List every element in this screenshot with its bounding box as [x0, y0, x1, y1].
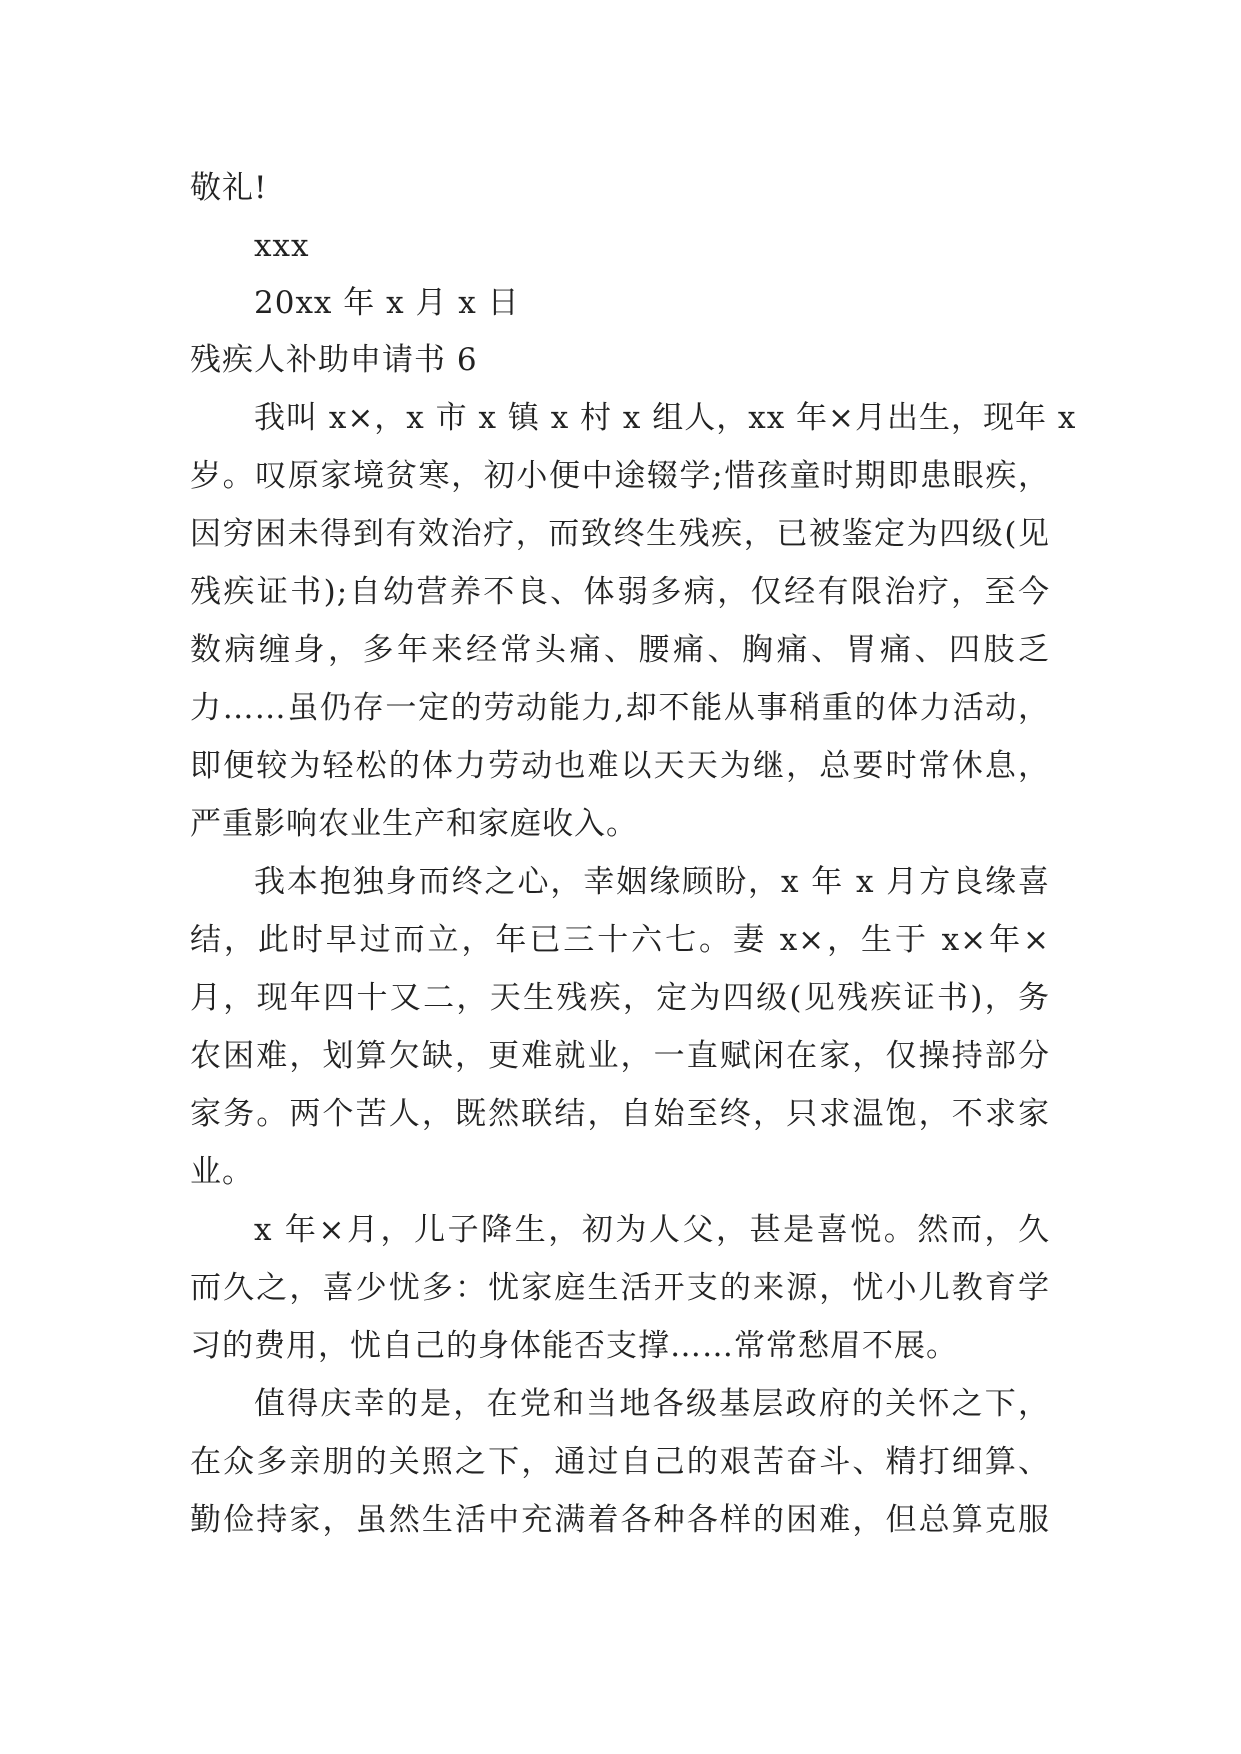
paragraph-line: x 年×月，儿子降生，初为人父，甚是喜悦。然而，久: [254, 1212, 1050, 1248]
paragraph-line: 岁。叹原家境贫寒，初小便中途辍学;惜孩童时期即患眼疾，: [190, 458, 1050, 494]
paragraph-line: 业。: [190, 1154, 254, 1190]
paragraph-line: 结，此时早过而立，年已三十六七。妻 x×，生于 x×年×: [190, 922, 1050, 958]
signature: xxx: [254, 228, 310, 264]
closing-salutation: 敬礼!: [190, 170, 268, 206]
paragraph-line: 月，现年四十又二，天生残疾，定为四级(见残疾证书)，务: [190, 980, 1050, 1016]
paragraph-line: 值得庆幸的是，在党和当地各级基层政府的关怀之下，: [254, 1386, 1050, 1422]
paragraph-line: 因穷困未得到有效治疗，而致终生残疾，已被鉴定为四级(见: [190, 516, 1050, 552]
paragraph-line: 我本抱独身而终之心，幸姻缘顾盼，x 年 x 月方良缘喜: [254, 864, 1050, 900]
paragraph-line: 在众多亲朋的关照之下，通过自己的艰苦奋斗、精打细算、: [190, 1444, 1050, 1480]
paragraph-line: 数病缠身，多年来经常头痛、腰痛、胸痛、胃痛、四肢乏: [190, 632, 1050, 668]
paragraph-line: 习的费用，忧自己的身体能否支撑……常常愁眉不展。: [190, 1328, 958, 1364]
paragraph-line: 残疾证书);自幼营养不良、体弱多病，仅经有限治疗，至今: [190, 574, 1050, 610]
paragraph-line: 家务。两个苦人，既然联结，自始至终，只求温饱，不求家: [190, 1096, 1050, 1132]
paragraph-line: 严重影响农业生产和家庭收入。: [190, 806, 638, 842]
paragraph-line: 力……虽仍存一定的劳动能力,却不能从事稍重的体力活动，: [190, 690, 1050, 726]
section-title: 残疾人补助申请书 6: [190, 342, 478, 378]
paragraph-line: 勤俭持家，虽然生活中充满着各种各样的困难，但总算克服: [190, 1502, 1050, 1538]
paragraph-line: 农困难，划算欠缺，更难就业，一直赋闲在家，仅操持部分: [190, 1038, 1050, 1074]
paragraph-line: 而久之，喜少忧多：忧家庭生活开支的来源，忧小儿教育学: [190, 1270, 1050, 1306]
paragraph-line: 即便较为轻松的体力劳动也难以天天为继，总要时常休息，: [190, 748, 1050, 784]
date: 20xx 年 x 月 x 日: [254, 285, 520, 321]
paragraph-line: 我叫 x×，x 市 x 镇 x 村 x 组人，xx 年×月出生，现年 x: [254, 400, 1077, 436]
